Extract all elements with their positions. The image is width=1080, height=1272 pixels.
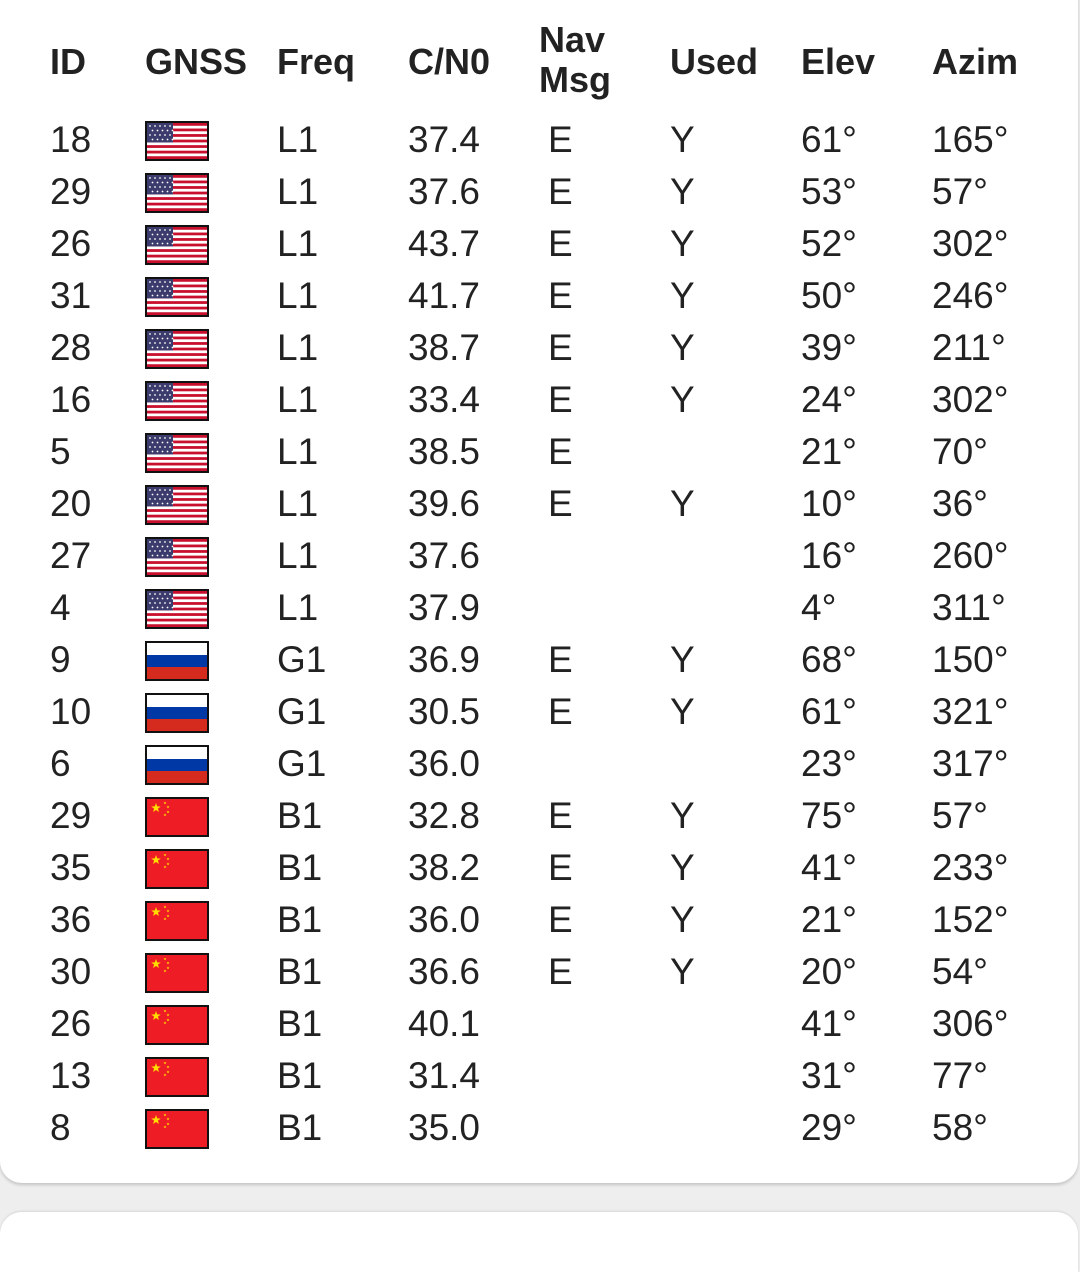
cell-freq: G1 [277, 691, 327, 732]
cell-elev: 23° [801, 743, 857, 784]
china-flag-icon [145, 901, 209, 941]
cell-azim: 321° [932, 691, 1009, 732]
cell-elev: 50° [801, 275, 857, 316]
cell-cn0: 39.6 [408, 483, 481, 524]
cell-freq: G1 [277, 743, 327, 784]
cell-cn0: 37.9 [408, 587, 481, 628]
cell-id: 28 [50, 327, 92, 368]
cell-azim: 233° [932, 847, 1009, 888]
table-row [0, 738, 1080, 790]
cell-freq: B1 [277, 951, 323, 992]
next-card [0, 1212, 1078, 1272]
cell-cn0: 38.2 [408, 847, 481, 888]
cell-elev: 10° [801, 483, 857, 524]
cell-elev: 53° [801, 171, 857, 212]
cell-azim: 317° [932, 743, 1009, 784]
header-id: ID [50, 41, 86, 82]
table-header [0, 0, 1080, 112]
table-row [0, 322, 1080, 374]
cell-elev: 21° [801, 899, 857, 940]
cell-freq: L1 [277, 275, 319, 316]
usa-flag-icon [145, 381, 209, 421]
usa-flag-icon [145, 537, 209, 577]
cell-elev: 61° [801, 691, 857, 732]
cell-used: Y [670, 639, 695, 680]
cell-freq: L1 [277, 587, 319, 628]
russia-flag-icon [145, 745, 209, 785]
cell-cn0: 31.4 [408, 1055, 481, 1096]
table-row [0, 218, 1080, 270]
cell-id: 13 [50, 1055, 92, 1096]
cell-used: Y [670, 483, 695, 524]
cell-elev: 61° [801, 119, 857, 160]
cell-azim: 58° [932, 1107, 988, 1148]
cell-used: Y [670, 171, 695, 212]
table-row [0, 270, 1080, 322]
cell-id: 31 [50, 275, 92, 316]
header-azim: Azim [932, 41, 1019, 82]
cell-cn0: 36.0 [408, 899, 481, 940]
cell-elev: 75° [801, 795, 857, 836]
china-flag-icon [145, 849, 209, 889]
cell-cn0: 36.6 [408, 951, 481, 992]
cell-azim: 260° [932, 535, 1009, 576]
cell-freq: L1 [277, 379, 319, 420]
header-nav-line2: Msg [539, 59, 611, 100]
table-row [0, 426, 1080, 478]
cell-freq: L1 [277, 171, 319, 212]
cell-freq: L1 [277, 327, 319, 368]
cell-elev: 52° [801, 223, 857, 264]
cell-cn0: 40.1 [408, 1003, 481, 1044]
cell-nav-msg: E [548, 119, 573, 160]
cell-freq: B1 [277, 847, 323, 888]
cell-id: 35 [50, 847, 92, 888]
cell-cn0: 32.8 [408, 795, 481, 836]
cell-cn0: 33.4 [408, 379, 481, 420]
cell-id: 4 [50, 587, 71, 628]
cell-azim: 54° [932, 951, 988, 992]
cell-elev: 68° [801, 639, 857, 680]
cell-nav-msg: E [548, 795, 573, 836]
header-gnss: GNSS [145, 41, 248, 82]
cell-id: 36 [50, 899, 92, 940]
table-row [0, 374, 1080, 426]
cell-azim: 152° [932, 899, 1009, 940]
cell-nav-msg: E [548, 483, 573, 524]
table-row [0, 166, 1080, 218]
usa-flag-icon [145, 173, 209, 213]
china-flag-icon [145, 1109, 209, 1149]
cell-cn0: 37.6 [408, 171, 481, 212]
cell-freq: L1 [277, 431, 319, 472]
cell-nav-msg: E [548, 899, 573, 940]
cell-freq: L1 [277, 223, 319, 264]
cell-id: 20 [50, 483, 92, 524]
cell-nav-msg: E [548, 327, 573, 368]
cell-cn0: 41.7 [408, 275, 481, 316]
cell-elev: 16° [801, 535, 857, 576]
table-row [0, 686, 1080, 738]
usa-flag-icon [145, 277, 209, 317]
cell-cn0: 36.0 [408, 743, 481, 784]
table-row [0, 1050, 1080, 1102]
table-row [0, 530, 1080, 582]
cell-id: 26 [50, 223, 92, 264]
cell-cn0: 37.6 [408, 535, 481, 576]
usa-flag-icon [145, 589, 209, 629]
cell-nav-msg: E [548, 847, 573, 888]
cell-elev: 21° [801, 431, 857, 472]
cell-used: Y [670, 379, 695, 420]
cell-id: 6 [50, 743, 71, 784]
cell-azim: 77° [932, 1055, 988, 1096]
cell-used: Y [670, 223, 695, 264]
cell-freq: L1 [277, 483, 319, 524]
header-nav-line1: Nav [539, 19, 606, 60]
table-row [0, 842, 1080, 894]
cell-used: Y [670, 275, 695, 316]
cell-elev: 39° [801, 327, 857, 368]
cell-nav-msg: E [548, 171, 573, 212]
cell-freq: G1 [277, 639, 327, 680]
cell-freq: L1 [277, 535, 319, 576]
cell-cn0: 30.5 [408, 691, 481, 732]
cell-freq: B1 [277, 899, 323, 940]
usa-flag-icon [145, 329, 209, 369]
table-row [0, 894, 1080, 946]
cell-elev: 41° [801, 847, 857, 888]
cell-id: 8 [50, 1107, 71, 1148]
china-flag-icon [145, 1005, 209, 1045]
usa-flag-icon [145, 433, 209, 473]
table-row [0, 1102, 1080, 1154]
table-row [0, 998, 1080, 1050]
cell-nav-msg: E [548, 379, 573, 420]
header-nav-msg [539, 20, 611, 100]
cell-used: Y [670, 691, 695, 732]
header-freq: Freq [277, 41, 356, 82]
usa-flag-icon [145, 485, 209, 525]
cell-id: 27 [50, 535, 92, 576]
cell-azim: 36° [932, 483, 988, 524]
table-row [0, 478, 1080, 530]
satellite-table [0, 114, 1080, 1154]
cell-id: 29 [50, 171, 92, 212]
table-row [0, 790, 1080, 842]
usa-flag-icon [145, 121, 209, 161]
cell-azim: 311° [932, 587, 1006, 628]
china-flag-icon [145, 953, 209, 993]
cell-id: 18 [50, 119, 92, 160]
cell-freq: B1 [277, 795, 323, 836]
cell-elev: 4° [801, 587, 837, 628]
table-row [0, 114, 1080, 166]
cell-id: 10 [50, 691, 92, 732]
cell-id: 16 [50, 379, 92, 420]
russia-flag-icon [145, 693, 209, 733]
cell-cn0: 37.4 [408, 119, 481, 160]
cell-used: Y [670, 847, 695, 888]
cell-azim: 246° [932, 275, 1009, 316]
cell-used: Y [670, 119, 695, 160]
cell-nav-msg: E [548, 639, 573, 680]
table-row [0, 634, 1080, 686]
cell-cn0: 35.0 [408, 1107, 481, 1148]
cell-id: 5 [50, 431, 71, 472]
table-row [0, 946, 1080, 998]
cell-elev: 31° [801, 1055, 857, 1096]
cell-azim: 306° [932, 1003, 1009, 1044]
usa-flag-icon [145, 225, 209, 265]
cell-id: 29 [50, 795, 92, 836]
header-cn0: C/N0 [408, 41, 491, 82]
cell-used: Y [670, 951, 695, 992]
table-row [0, 582, 1080, 634]
cell-azim: 150° [932, 639, 1009, 680]
cell-freq: B1 [277, 1055, 323, 1096]
cell-elev: 41° [801, 1003, 857, 1044]
cell-nav-msg: E [548, 223, 573, 264]
cell-nav-msg: E [548, 691, 573, 732]
cell-elev: 20° [801, 951, 857, 992]
china-flag-icon [145, 1057, 209, 1097]
cell-elev: 29° [801, 1107, 857, 1148]
cell-azim: 70° [932, 431, 988, 472]
cell-azim: 302° [932, 379, 1009, 420]
cell-nav-msg: E [548, 431, 573, 472]
russia-flag-icon [145, 641, 209, 681]
cell-azim: 165° [932, 119, 1009, 160]
cell-elev: 24° [801, 379, 857, 420]
cell-cn0: 38.7 [408, 327, 481, 368]
cell-nav-msg: E [548, 275, 573, 316]
cell-azim: 211° [932, 327, 1006, 368]
cell-id: 26 [50, 1003, 92, 1044]
china-flag-icon [145, 797, 209, 837]
cell-freq: B1 [277, 1107, 323, 1148]
cell-freq: L1 [277, 119, 319, 160]
cell-used: Y [670, 899, 695, 940]
cell-azim: 57° [932, 171, 988, 212]
cell-id: 30 [50, 951, 92, 992]
cell-freq: B1 [277, 1003, 323, 1044]
header-used: Used [670, 41, 759, 82]
cell-nav-msg: E [548, 951, 573, 992]
cell-cn0: 36.9 [408, 639, 481, 680]
cell-cn0: 43.7 [408, 223, 481, 264]
header-elev: Elev [801, 41, 876, 82]
cell-cn0: 38.5 [408, 431, 481, 472]
cell-used: Y [670, 327, 695, 368]
cell-id: 9 [50, 639, 71, 680]
cell-used: Y [670, 795, 695, 836]
cell-azim: 57° [932, 795, 988, 836]
cell-azim: 302° [932, 223, 1009, 264]
